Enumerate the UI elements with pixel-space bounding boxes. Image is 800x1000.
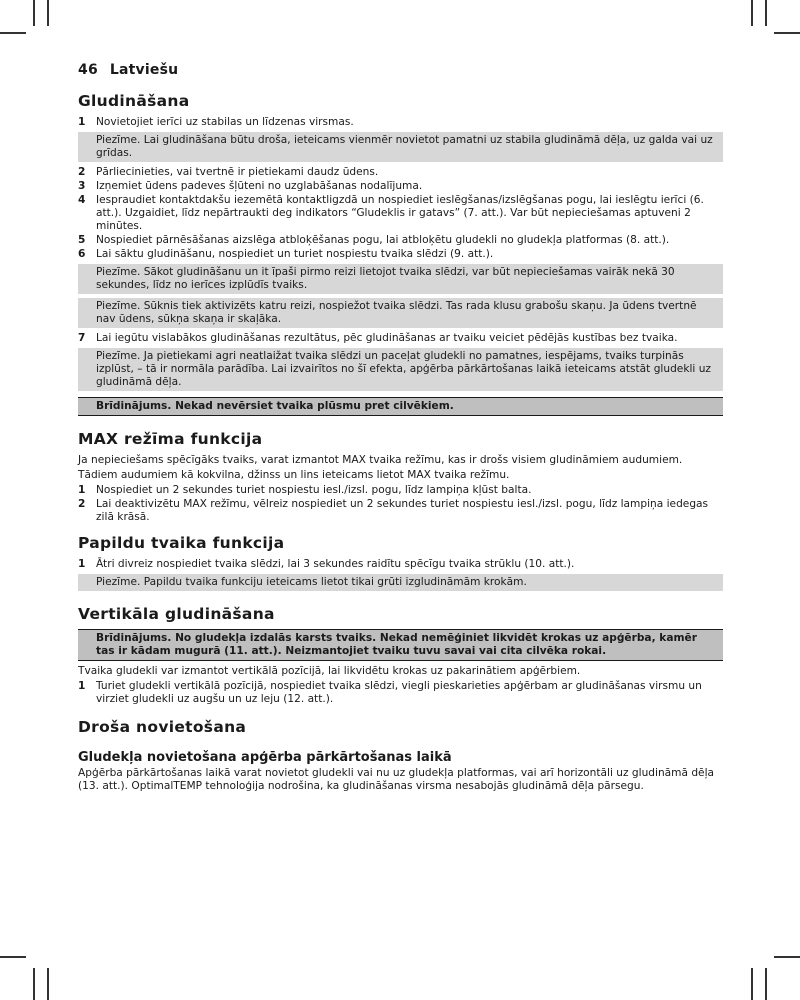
- section-vertical: [78, 605, 723, 706]
- step-text: Izņemiet ūdens padeves šļūteni no uzglabāšanas nodalījuma.: [96, 180, 423, 192]
- warning-vertical: Brīdinājums. No gludekļa izdalās karsts tvaiks. Nekad nemēģiniet likvidēt krokas uz apģērba, kamēr tas ir kādam mugurā (11. att.). Neizmantojiet tvaiku tuvu savai vai cita cilvēka rokai.: [78, 629, 723, 661]
- step-text: Lai iegūtu vislabākos gludināšanas rezultātus, pēc gludināšanas ar tvaiku veiciet pēdējās kustības bez tvaika.: [96, 332, 678, 344]
- step-number: 3: [78, 180, 86, 192]
- crop-mark-top-left-vertical-2: [47, 0, 49, 26]
- note-ironing-2: Piezīme. Sākot gludināšanu un it īpaši pirmo reizi lietojot tvaika slēdzi, var būt nepieciešamas vairāk nekā 30 sekundes, līdz no ierīces izplūdīs tvaiks.: [78, 264, 723, 294]
- section-title-extra-steam: Papildu tvaika funkcija: [78, 534, 285, 552]
- crop-mark-top-right-vertical-2: [765, 0, 767, 26]
- step-number: 4: [78, 194, 86, 206]
- section-safe-placement: [78, 718, 723, 793]
- page-header: [78, 62, 723, 78]
- paragraph-max-intro-2: Tādiem audumiem kā kokvilna, džinss un lins ieteicams lietot MAX tvaika režīmu.: [78, 469, 510, 481]
- step-text: Ātri divreiz nospiediet tvaika slēdzi, lai 3 sekundes raidītu spēcīgu tvaika strūklu (10. att.).: [96, 558, 575, 570]
- note-ironing-4: Piezīme. Ja pietiekami agri neatlaižat tvaika slēdzi un paceļat gludekli no pamatnes, iespējams, tvaiks turpinās izplūst, – tā ir normāla parādība. Lai izvairītos no šī efekta, apģērba pārkārtošanas laikā ieteicams atstāt gludekli uz gludināmā dēļa.: [78, 348, 723, 391]
- step-extra-steam-1: [78, 558, 723, 571]
- warning-ironing: Brīdinājums. Nekad nevērsiet tvaika plūsmu pret cilvēkiem.: [78, 397, 723, 416]
- crop-mark-bottom-right-vertical-1: [751, 968, 753, 1000]
- section-max-mode: [78, 430, 723, 524]
- step-number: 2: [78, 166, 86, 178]
- section-title-vertical: Vertikāla gludināšana: [78, 605, 275, 623]
- step-number: 1: [78, 484, 86, 496]
- crop-mark-bottom-left-horizontal: [0, 956, 26, 958]
- note-ironing-1: Piezīme. Lai gludināšana būtu droša, ieteicams vienmēr novietot pamatni uz stabila gludināmā dēļa, uz galda vai uz grīdas.: [78, 132, 723, 162]
- step-ironing-7: [78, 332, 723, 345]
- step-number: 6: [78, 248, 86, 260]
- page-content: [78, 62, 723, 795]
- crop-mark-top-left-horizontal: [0, 32, 26, 34]
- step-ironing-4: [78, 194, 723, 233]
- step-text: Lai sāktu gludināšanu, nospiediet un turiet nospiestu tvaika slēdzi (9. att.).: [96, 248, 494, 260]
- step-ironing-5: [78, 234, 723, 247]
- step-text: Nospiediet pārnēsāšanas aizslēga atbloķēšanas pogu, lai atbloķētu gludekli no gludekļa platformas (8. att.).: [96, 234, 670, 246]
- paragraph-max-intro-1: Ja nepieciešams spēcīgāks tvaiks, varat izmantot MAX tvaika režīmu, kas ir drošs visiem gludināmiem audumiem.: [78, 454, 683, 466]
- step-ironing-6: [78, 248, 723, 261]
- section-extra-steam: [78, 534, 723, 591]
- step-number: 7: [78, 332, 86, 344]
- step-max-1: [78, 484, 723, 497]
- step-text: Turiet gludekli vertikālā pozīcijā, nospiediet tvaika slēdzi, viegli pieskarieties apģērbam ar gludināšanas virsmu un virziet gludekli uz augšu un uz leju (12. att.).: [96, 680, 702, 705]
- step-max-2: [78, 498, 723, 524]
- step-number: 2: [78, 498, 86, 510]
- crop-mark-bottom-right-horizontal: [774, 956, 800, 958]
- page-number: 46: [78, 62, 98, 78]
- step-ironing-3: [78, 180, 723, 193]
- section-title-safe-placement: Droša novietošana: [78, 718, 247, 736]
- step-text: Novietojiet ierīci uz stabilas un līdzenas virsmas.: [96, 116, 354, 128]
- crop-mark-bottom-right-vertical-2: [765, 968, 767, 1000]
- step-text: Pārliecinieties, vai tvertnē ir pietiekami daudz ūdens.: [96, 166, 379, 178]
- step-vertical-1: [78, 680, 723, 706]
- step-text: Iespraudiet kontaktdakšu iezemētā kontaktligzdā un nospiediet ieslēgšanas/izslēgšanas pogu, lai ieslēgtu ierīci (6. att.). Uzgaidiet, līdz nepārtraukti deg indikators “Gludeklis ir gatavs” (7. att.). Var būt nepieciešamas aptuveni 2 minūtes.: [96, 194, 704, 232]
- step-number: 1: [78, 558, 86, 570]
- crop-mark-bottom-left-vertical-1: [33, 968, 35, 1000]
- crop-mark-top-right-horizontal: [774, 32, 800, 34]
- step-ironing-2: [78, 166, 723, 179]
- step-text: Lai deaktivizētu MAX režīmu, vēlreiz nospiediet un 2 sekundes turiet nospiestu iesl./izsl. pogu, līdz lampiņa iedegas zilā krāsā.: [96, 498, 709, 523]
- crop-mark-top-right-vertical-1: [751, 0, 753, 26]
- step-number: 1: [78, 116, 86, 128]
- section-title-max-mode: MAX režīma funkcija: [78, 430, 263, 448]
- step-ironing-1: [78, 116, 723, 129]
- section-ironing: [78, 92, 723, 416]
- section-title-ironing: Gludināšana: [78, 92, 190, 110]
- note-ironing-3: Piezīme. Sūknis tiek aktivizēts katru reizi, nospiežot tvaika slēdzi. Tas rada klusu grabošu skaņu. Ja ūdens tvertnē nav ūdens, sūkņa skaņa ir skaļāka.: [78, 298, 723, 328]
- note-extra-steam: Piezīme. Papildu tvaika funkciju ieteicams lietot tikai grūti izgludināmām krokām.: [78, 574, 723, 591]
- step-text: Nospiediet un 2 sekundes turiet nospiestu iesl./izsl. pogu, līdz lampiņa kļūst balta.: [96, 484, 532, 496]
- step-number: 5: [78, 234, 86, 246]
- page-language: Latviešu: [109, 62, 179, 78]
- paragraph-vertical-intro: Tvaika gludekli var izmantot vertikālā pozīcijā, lai likvidētu krokas uz pakarinātiem apģērbiem.: [78, 665, 581, 677]
- subsection-title-safe-placement: Gludekļa novietošana apģērba pārkārtošanas laikā: [78, 750, 452, 765]
- crop-mark-bottom-left-vertical-2: [47, 968, 49, 1000]
- crop-mark-top-left-vertical-1: [33, 0, 35, 26]
- paragraph-safe-placement: Apģērba pārkārtošanas laikā varat novietot gludekli vai nu uz gludekļa platformas, vai arī horizontāli uz gludināmā dēļa (13. att.). OptimalTEMP tehnoloģija nodrošina, ka gludināšanas virsma nesabojās gludināmā dēļa pārsegu.: [78, 767, 715, 792]
- step-number: 1: [78, 680, 86, 692]
